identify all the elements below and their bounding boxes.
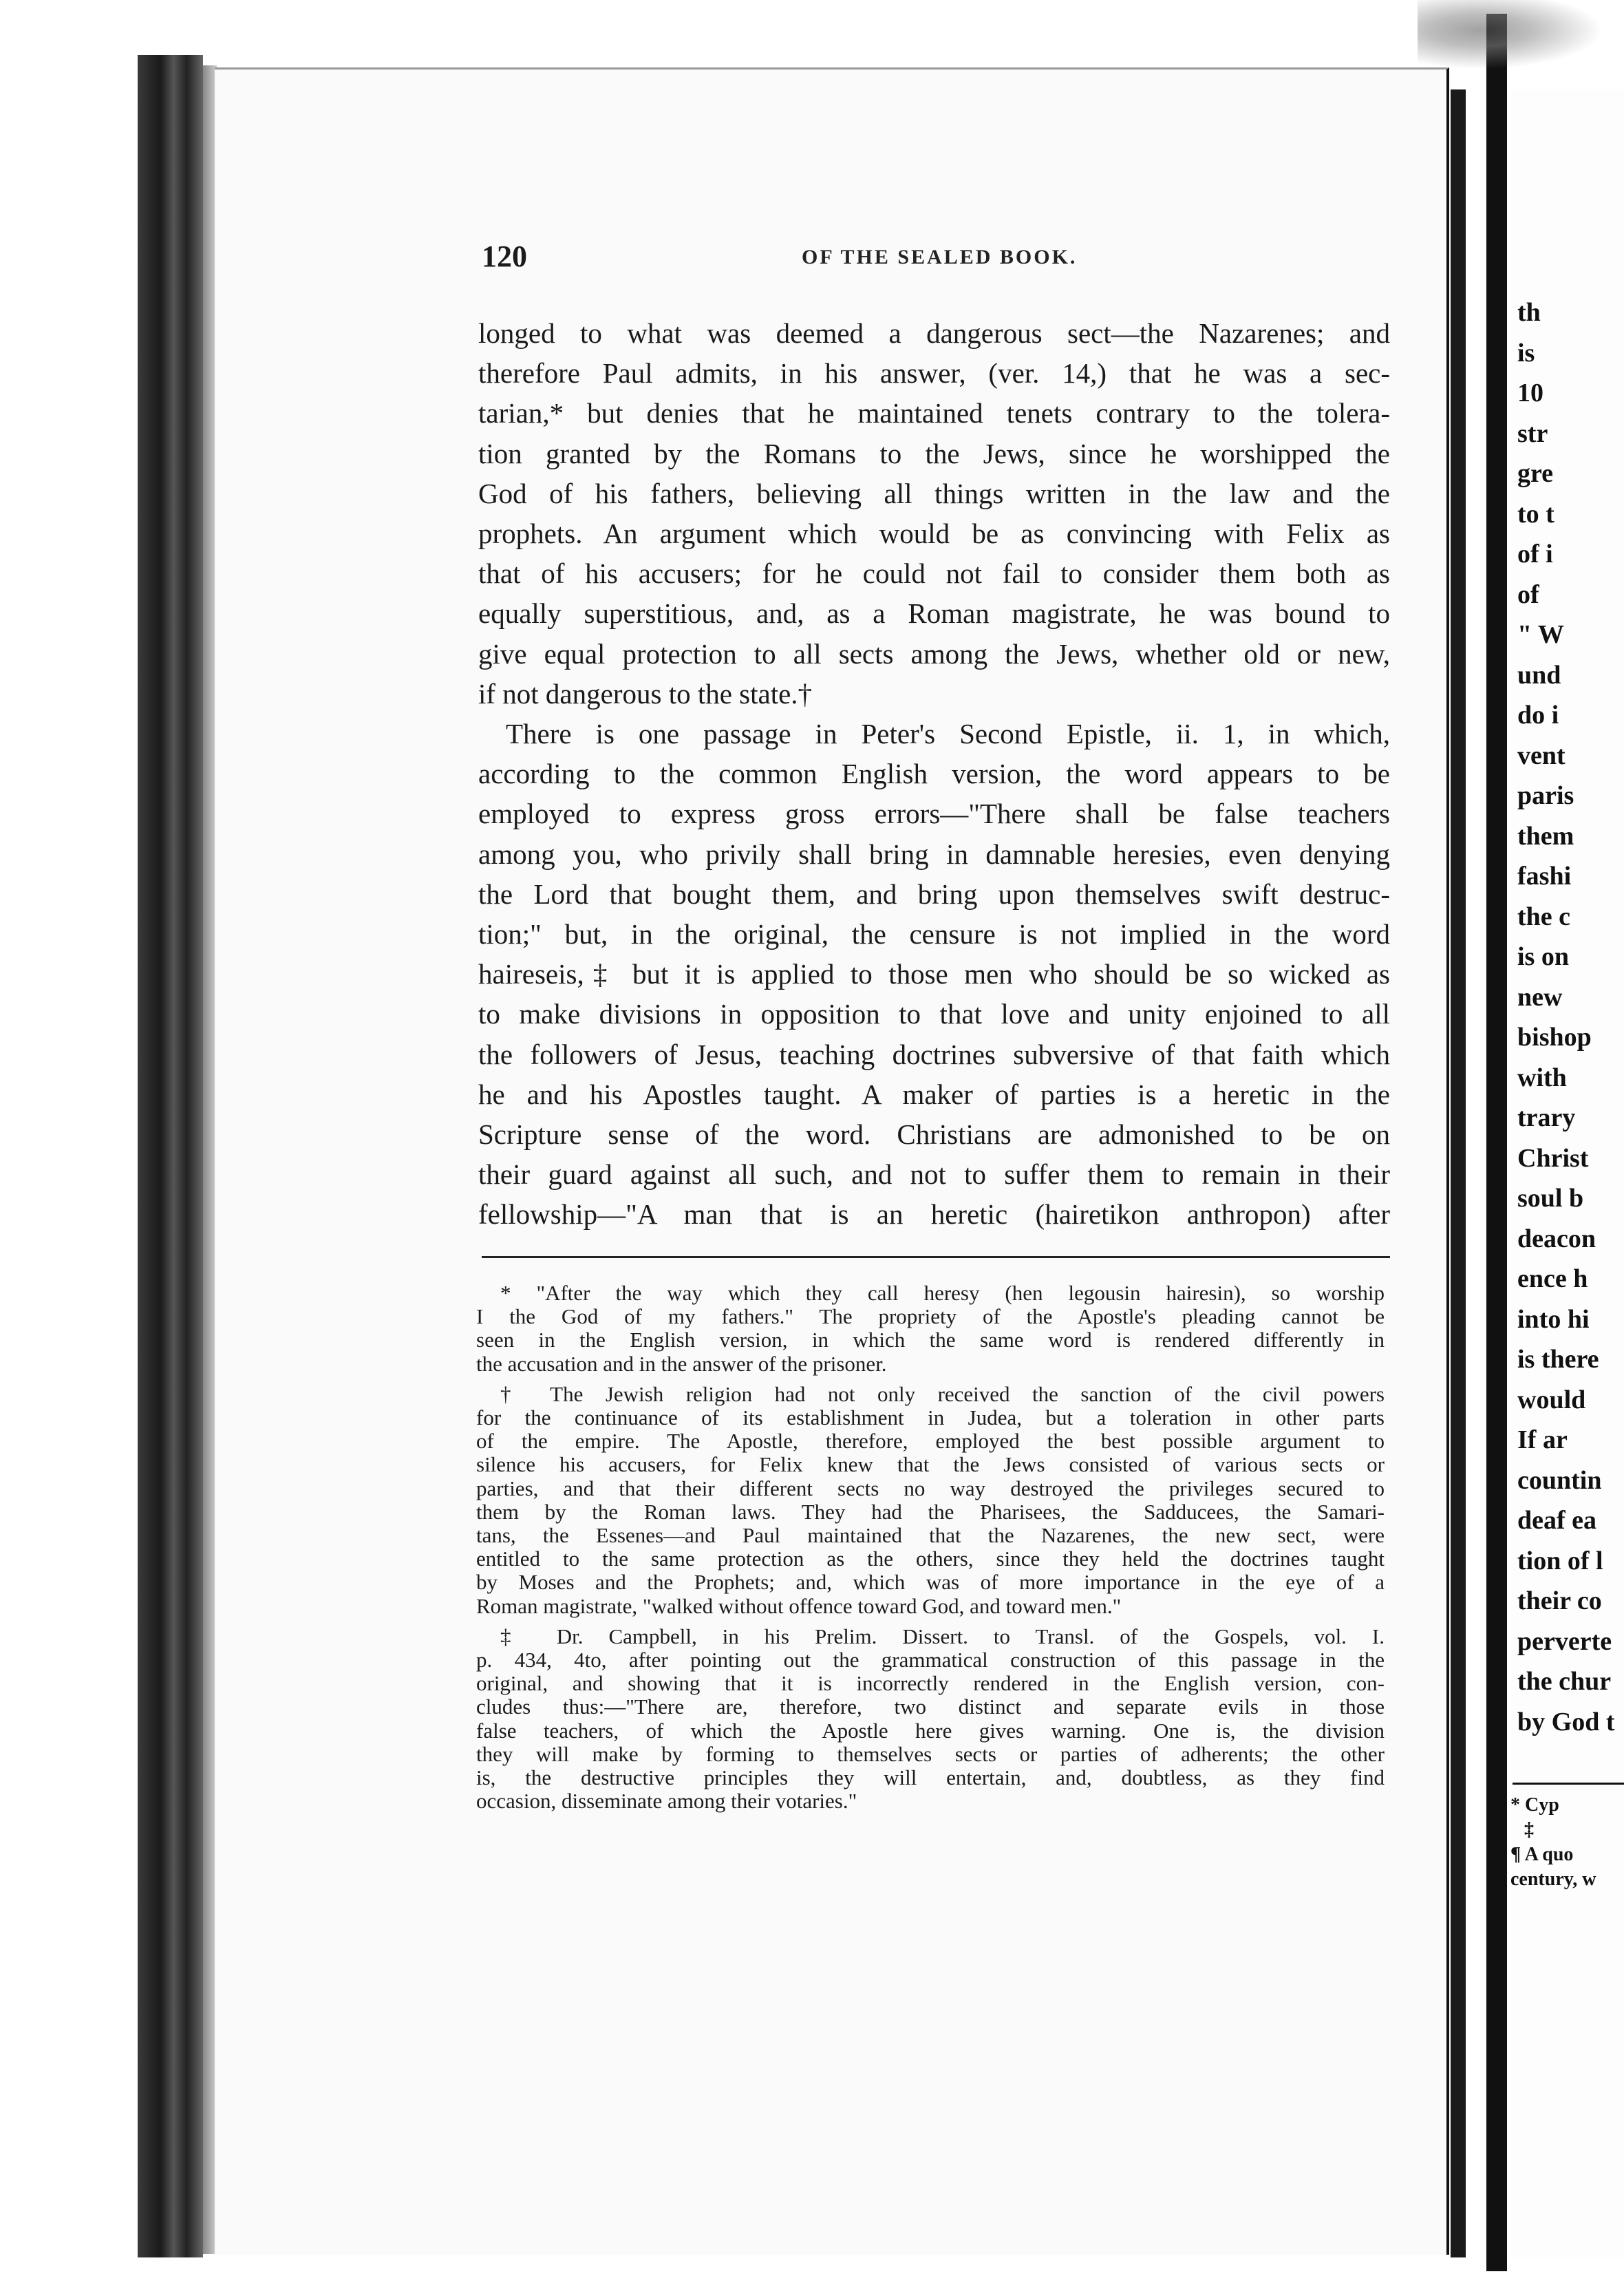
facing-line: deacon (1517, 1224, 1596, 1253)
facing-line: gre (1517, 459, 1554, 488)
facing-line: of i (1517, 540, 1553, 568)
facing-line: tion of l (1517, 1546, 1603, 1575)
facing-line: trary (1517, 1103, 1576, 1132)
facing-line: do i (1517, 701, 1559, 730)
footnote-line: tans, the Essenes—and Paul maintained that the Nazarenes, the new sect, were (476, 1523, 1385, 1548)
facing-line: into hi (1517, 1304, 1590, 1334)
footnote-line: parties, and that their different sects no way destroyed the privileges secured to (476, 1476, 1385, 1500)
facing-page-text (1517, 293, 1624, 1742)
facing-line: them (1517, 821, 1574, 851)
footnote-line: occasion, disseminate among their votaries." (476, 1789, 857, 1814)
facing-line: ence h (1517, 1264, 1588, 1293)
footnote-dagger (476, 1383, 1385, 1618)
facing-line: 10 (1517, 379, 1543, 407)
body-line: give equal protection to all sects among the Jews, whether old or new, (478, 637, 1390, 670)
facing-line: Christ (1517, 1143, 1589, 1173)
page-number: 120 (482, 240, 527, 273)
body-line: haireseis,‡ but it is applied to those men who should be so wicked as (478, 958, 1390, 990)
facing-line: of (1517, 580, 1539, 609)
running-head: OF THE SEALED BOOK. (802, 246, 1078, 268)
facing-line: is (1517, 338, 1535, 368)
body-line: the Lord that bought them, and bring upon themselves swift destruc- (478, 878, 1390, 910)
facing-footnotes (1510, 1793, 1624, 1892)
body-line: employed to express gross errors—"There shall be false teachers (478, 798, 1390, 830)
gutter-shadow (1451, 89, 1466, 2257)
facing-line: with (1517, 1063, 1567, 1092)
facing-line: fashi (1517, 862, 1572, 891)
footnote-line: for the continuance of its establishment in Judea, but a toleration in other parts (476, 1405, 1385, 1430)
facing-line: the chur (1517, 1667, 1612, 1696)
footnote-line: p. 434, 4to, after pointing out the grammatical construction of this passage in the (476, 1648, 1385, 1672)
body-line: tion granted by the Romans to the Jews, since he worshipped the (478, 437, 1390, 469)
footnote-line: is, the destructive principles they will entertain, and, doubtless, as they find (476, 1765, 1385, 1790)
body-line: he and his Apostles taught. A maker of parties is a heretic in the (478, 1078, 1390, 1110)
footnote-line: they will make by forming to themselves sects or parties of adherents; the other (476, 1741, 1385, 1766)
book-spine-shadow (138, 55, 203, 2257)
facing-line: bishop (1517, 1023, 1592, 1052)
body-line: prophets. An argument which would be as convincing with Felix as (478, 518, 1390, 550)
footnotes (476, 1282, 1385, 1813)
body-line: fellowship—"A man that is an heretic (hairetikon anthropon) after (478, 1198, 1390, 1231)
facing-line: the c (1517, 902, 1571, 931)
body-line: equally superstitious, and, as a Roman magistrate, he was bound to (478, 597, 1390, 630)
facing-line: perverte (1517, 1626, 1612, 1656)
footnote-line: false teachers, of which the Apostle here gives warning. One is, the division (476, 1718, 1385, 1743)
facing-line: by God t (1517, 1707, 1615, 1736)
footnote-line: them by the Roman laws. They had the Pharisees, the Sadducees, the Samari- (476, 1499, 1385, 1524)
footnote-line: entitled to the same protection as the others, since they held the doctrines taught (476, 1547, 1385, 1571)
facing-line: th (1517, 298, 1541, 327)
body-text (478, 313, 1390, 1235)
body-line: longed to what was deemed a dangerous sect—the Nazarenes; and (478, 317, 1390, 349)
footnote-star (476, 1282, 1385, 1376)
facing-line: str (1517, 418, 1548, 448)
page-header (482, 239, 1307, 280)
facing-line: deaf ea (1517, 1506, 1597, 1535)
footnote-rule (482, 1256, 1390, 1258)
facing-line: their co (1517, 1586, 1602, 1615)
facing-footnote-line: ‡ (1524, 1819, 1534, 1840)
body-line: therefore Paul admits, in his answer, (ver. 14,) that he was a sec- (478, 357, 1390, 390)
footnote-line: silence his accusers, for Felix knew that the Jews consisted of various sects or (476, 1452, 1385, 1477)
body-line: Scripture sense of the word. Christians are admonished to be on (478, 1118, 1390, 1151)
footnote-line: I the God of my fathers." The propriety of the Apostle's pleading cannot be (476, 1304, 1385, 1329)
facing-footnote-line: century, w (1510, 1869, 1596, 1890)
facing-line: und (1517, 660, 1561, 690)
body-line: God of his fathers, believing all things written in the law and the (478, 477, 1390, 509)
footnote-line: the accusation and in the answer of the prisoner. (476, 1351, 887, 1376)
body-line: tarian,* but denies that he maintained tenets contrary to the tolera- (478, 397, 1390, 429)
footnote-line: * "After the way which they call heresy (hen legousin hairesin), so worship (500, 1281, 1385, 1305)
footnote-line: Roman magistrate, "walked without offence toward God, and toward men." (476, 1593, 1122, 1618)
facing-footnote-line: * Cyp (1510, 1794, 1559, 1816)
facing-footnote-rule (1513, 1783, 1624, 1785)
body-line: according to the common English version, the word appears to be (478, 758, 1390, 790)
corner-smudge (1418, 0, 1624, 76)
facing-line: would (1517, 1385, 1586, 1414)
facing-line: countin (1517, 1465, 1602, 1495)
facing-line: vent (1517, 741, 1566, 770)
body-line: tion;" but, in the original, the censure is not implied in the word (478, 918, 1390, 950)
facing-line: " W (1517, 620, 1564, 649)
body-line: that of his accusers; for he could not fail to consider them both as (478, 557, 1390, 590)
facing-line: new (1517, 982, 1563, 1012)
body-line: There is one passage in Peter's Second Epistle, ii. 1, in which, (506, 718, 1390, 750)
body-line: to make divisions in opposition to that love and unity enjoined to all (478, 998, 1390, 1030)
footnote-line: ‡ Dr. Campbell, in his Prelim. Dissert. to Transl. of the Gospels, vol. I. (500, 1624, 1385, 1648)
footnote-double-dagger (476, 1625, 1385, 1814)
footnote-line: seen in the English version, in which the same word is rendered differently in (476, 1328, 1385, 1352)
body-line: among you, who privily shall bring in damnable heresies, even denying (478, 838, 1390, 870)
footnote-line: by Moses and the Prophets; and, which was of more importance in the eye of a (476, 1570, 1385, 1595)
facing-line: paris (1517, 781, 1574, 810)
footnote-line: original, and showing that it is incorrectly rendered in the English version, con- (476, 1671, 1385, 1696)
body-line: if not dangerous to the state.† (478, 677, 813, 710)
facing-line: is there (1517, 1345, 1599, 1374)
body-line: their guard against all such, and not to suffer them to remain in their (478, 1158, 1390, 1191)
footnote-line: † The Jewish religion had not only received the sanction of the civil powers (500, 1381, 1385, 1406)
body-line: the followers of Jesus, teaching doctrines subversive of that faith which (478, 1038, 1390, 1070)
gutter-fold (1486, 14, 1507, 2271)
footnote-line: of the empire. The Apostle, therefore, employed the best possible argument to (476, 1429, 1385, 1454)
footnote-line: cludes thus:—"There are, therefore, two distinct and separate evils in those (476, 1694, 1385, 1719)
facing-line: soul b (1517, 1184, 1584, 1213)
facing-line: is on (1517, 942, 1569, 971)
facing-line: If ar (1517, 1425, 1568, 1454)
facing-footnote-line: ¶ A quo (1510, 1844, 1574, 1865)
facing-line: to t (1517, 499, 1554, 529)
